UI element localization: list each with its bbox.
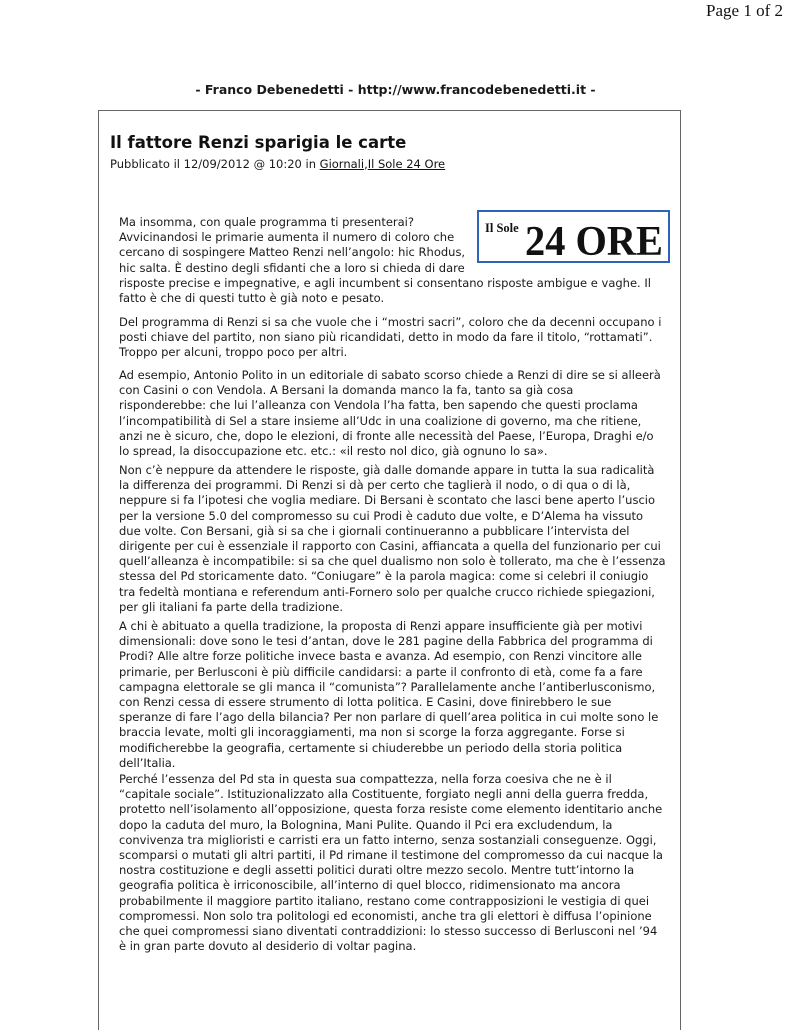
paragraph-line: è in gran parte dovuto al desiderio di voltar pagina. xyxy=(119,939,417,954)
paragraph-line: campagna elettorale se gli manca il “comunista”? Parallelamente anche l’antiberlusconismo, xyxy=(119,679,656,694)
category-link-giornali[interactable]: Giornali xyxy=(319,157,365,171)
paragraph-line: lo spread, la disoccupazione etc. etc.: «il resto nol dico, già ognuno lo sa». xyxy=(119,444,548,459)
paragraph-line: fatto è che di questi tutto è già noto e pesato. xyxy=(119,291,385,306)
paragraph-line: geografia politica è irriconoscibile, all’interno di quel blocco, ridimensionato ma ancora xyxy=(119,878,621,893)
paragraph-line: dopo la caduta del muro, la Bolognina, Mani Pulite. Quando il Pci era excludendum, la xyxy=(119,817,613,832)
paragraph-line: Troppo per alcuni, troppo poco per altri. xyxy=(119,345,348,360)
paragraph-line: posti chiave del partito, non siano più ricandidati, detto in modo da fare il titolo, “rottamati”. xyxy=(119,330,653,345)
paragraph-line: modificherebbe la geografia, certamente si chiuderebbe un periodo della storia politica xyxy=(119,740,623,755)
paragraph-line: Ad esempio, Antonio Polito in un editoriale di sabato scorso chiede a Renzi di dire se si alleerà xyxy=(119,368,661,382)
paragraph-line: dimensionali: dove sono le tesi d’antan, dove le 281 pagine della Fabbrica del programma di xyxy=(119,634,653,649)
site-header: - Franco Debenedetti - http://www.francodebenedetti.it - xyxy=(195,82,596,97)
paragraph-line: che quei compromessi siano diventati contraddizioni: lo stesso successo di Berlusconi nel ’94 xyxy=(119,924,658,939)
paragraph-5 xyxy=(119,619,658,771)
paragraph-line: compromessi. Non solo tra politologi ed economisti, anche tra gli elettori è diffusa l’opinione xyxy=(119,908,652,923)
paragraph-line: per la versione 5.0 del compromesso su cui Prodi è caduto due volte, e D’Alema ha vissuto xyxy=(119,508,644,523)
paragraph-line: cercano di sospingere Matteo Renzi nell’angolo: hic Rhodus, xyxy=(119,245,466,260)
paragraph-line: scomparsi o mutati gli altri partiti, il Pd rimane il testimone del compromesso da cui nacque la xyxy=(119,848,663,863)
paragraph-line: nostra costituzione e degli assetti politici durati oltre mezzo secolo. Mentre tutt’intorno la xyxy=(119,863,635,878)
paragraph-line: Non c’è neppure da attendere le risposte, già dalle domande appare in tutta la sua radicalità xyxy=(119,463,655,477)
paragraph-line: l’incompatibilità di Sel a stare insieme all’Udc in una coalizione di governo, ma che ritiene, xyxy=(119,413,642,428)
paragraph-line: con Casini o con Vendola. A Bersani la domanda manco la fa, tanto sa già cosa xyxy=(119,383,574,398)
published-date: Pubblicato il 12/09/2012 @ 10:20 in xyxy=(110,157,320,171)
category-separator: , xyxy=(364,157,368,171)
paragraph-line: probabilmente il maggiore partito italiano, restano come contrapposizioni le vestigia di quei xyxy=(119,893,650,908)
paragraph-line: braccia levate, molti gli incoraggiamenti, ma non si scorge la forza aggregante. Forse si xyxy=(119,725,625,740)
paragraph-line: dell’Italia. xyxy=(119,755,176,770)
paragraph-line: hic salta. È destino degli sfidanti che a loro si chieda di dare xyxy=(119,260,465,275)
paragraph-line: dirigente per cui è essenziale il rapporto con Casini, affiancata a quella del funzionario per cui xyxy=(119,539,661,554)
paragraph-3 xyxy=(119,368,661,459)
paragraph-line: tra fedeltà montiana e referendum anti-Fornero solo per qualche crucco richiede spiegazioni, xyxy=(119,584,655,599)
paragraph-line: neppure si fa l’ipotesi che voglia mediare. Di Bersani è scontato che lasci bene aperto l’uscio xyxy=(119,493,655,508)
paragraph-line: per gli italiani fa parte della tradizione. xyxy=(119,599,344,614)
logo-text-small: Il Sole xyxy=(485,221,519,235)
paragraph-line: Ma insomma, con quale programma ti presenterai? xyxy=(119,215,414,229)
paragraph-line: “capitale sociale”. Istituzionalizzato alla Costituente, forgiato negli anni della guerra fredda, xyxy=(119,787,649,802)
paragraph-line: anzi ne è sicuro, che, dopo le elezioni, di fronte alle necessità del Paese, l’Europa, Draghi e/o xyxy=(119,428,654,443)
paragraph-line: risposte precise e impegnative, e agli incumbent si consentano risposte ambigue e vaghe. Il xyxy=(119,275,651,290)
article-meta xyxy=(110,157,445,171)
paragraph-line: Del programma di Renzi si sa che vuole che i “mostri sacri”, coloro che da decenni occupano i xyxy=(119,315,662,329)
paragraph-line: quell’alleanza è incompatibile: si sa che quel dualismo non solo è tollerato, ma che è l’essenza xyxy=(119,554,666,569)
category-link-il-sole-24-ore[interactable]: Il Sole 24 Ore xyxy=(367,157,446,171)
paragraph-line: A chi è abituato a quella tradizione, la proposta di Renzi appare insufficiente già per motivi xyxy=(119,619,643,633)
page-number: Page 1 of 2 xyxy=(706,1,783,20)
paragraph-1 xyxy=(119,215,651,306)
paragraph-line: risponderebbe: che lui l’alleanza con Vendola l’ha fatta, ben sapendo che questi proclama xyxy=(119,398,638,413)
paragraph-4 xyxy=(119,463,666,615)
paragraph-line: protetto nell’isolamento all’opposizione, questa forza resiste come elemento identitario anche xyxy=(119,802,663,817)
paragraph-2 xyxy=(119,315,661,361)
paragraph-line: convivenza tra miglioristi e carristi era un fatto interno, senza sostanziali conseguenze. Oggi, xyxy=(119,832,657,847)
logo-text-large: 24 ORE xyxy=(525,219,663,261)
paragraph-line: la differenza dei programmi. Di Renzi si dà per certo che taglierà il nodo, o di qua o di là, xyxy=(119,478,631,493)
paragraph-line: Prodi? Alle altre forze politiche invece basta e avanza. Ad esempio, con Renzi vincitore alle xyxy=(119,649,642,664)
paragraph-line: con Renzi cessa di essere strumento di lotta politica. E Casini, dove finirebbero le sue xyxy=(119,695,612,710)
paragraph-line: speranze di fare l’ago della bilancia? Per non parlare di quell’area politica in cui molte sono le xyxy=(119,710,659,725)
article-title: Il fattore Renzi sparigia le carte xyxy=(110,133,407,152)
paragraph-line: Avvicinandosi le primarie aumenta il numero di coloro che xyxy=(119,230,455,245)
paragraph-line: primarie, per Berlusconi è più difficile candidarsi: a parte il confronto di età, come fa a fare xyxy=(119,664,643,679)
paragraph-line: stessa del Pd storicamente dato. “Coniugare” è la parola magica: come si celebri il coniugio xyxy=(119,569,649,584)
paragraph-6 xyxy=(119,772,663,954)
paragraph-line: due volte. Con Bersani, già si sa che i giornali continueranno a pubblicare l’intervista del xyxy=(119,523,630,538)
paragraph-line: Perché l’essenza del Pd sta in questa sua compattezza, nella forza coesiva che ne è il xyxy=(119,772,612,786)
